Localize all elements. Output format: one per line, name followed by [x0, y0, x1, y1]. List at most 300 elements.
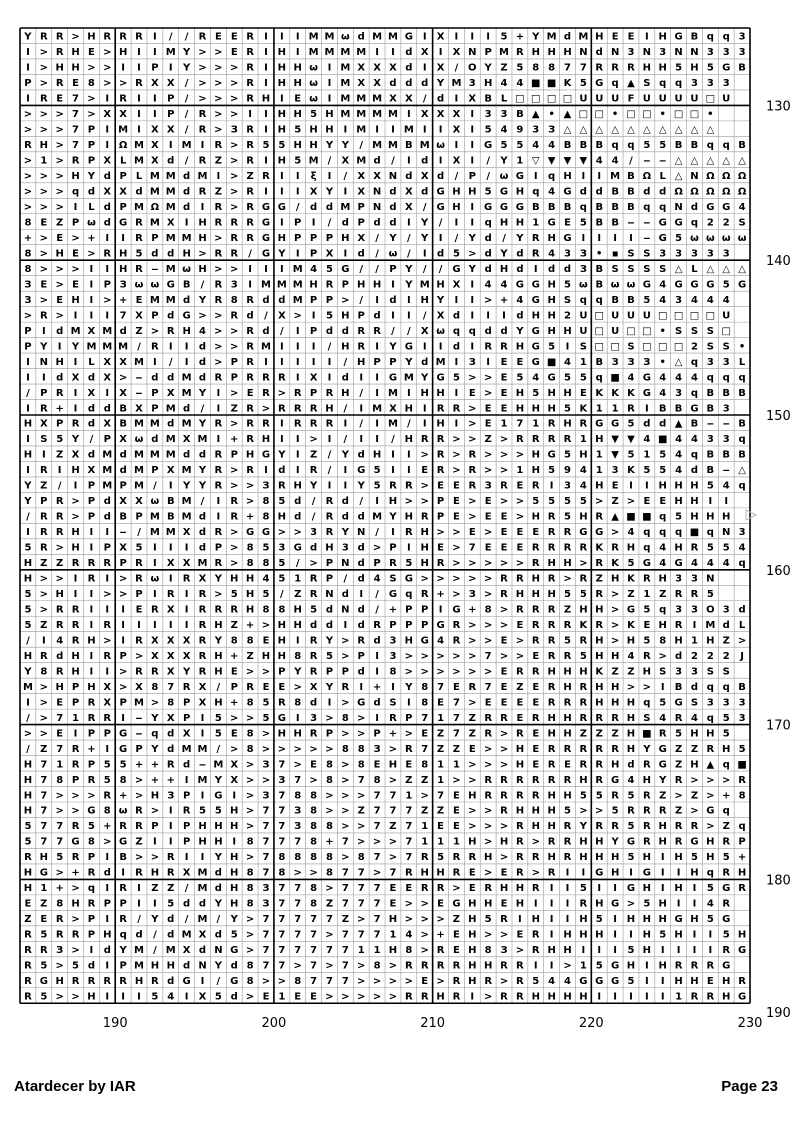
- stitch-symbol: >: [230, 263, 239, 275]
- stitch-symbol: B: [531, 202, 540, 214]
- stitch-symbol: I: [660, 991, 665, 1003]
- stitch-symbol: M: [149, 294, 160, 306]
- stitch-symbol: Y: [405, 681, 413, 693]
- stitch-symbol: /: [422, 93, 427, 105]
- stitch-symbol: R: [325, 418, 334, 430]
- stitch-symbol: З: [579, 248, 587, 260]
- stitch-symbol: M: [292, 263, 303, 275]
- stitch-symbol: R: [420, 511, 429, 523]
- stitch-symbol: Z: [40, 558, 48, 570]
- stitch-symbol: E: [500, 697, 508, 709]
- stitch-symbol: R: [246, 47, 254, 59]
- stitch-symbol: R: [309, 728, 318, 740]
- stitch-symbol: R: [389, 558, 397, 570]
- stitch-symbol: B: [182, 279, 191, 291]
- stitch-symbol: H: [722, 991, 731, 1003]
- stitch-symbol: I: [629, 480, 633, 492]
- stitch-symbol: d: [198, 356, 207, 368]
- stitch-symbol: ‒: [135, 387, 143, 399]
- stitch-symbol: S: [389, 573, 397, 585]
- stitch-symbol: d: [167, 728, 175, 740]
- stitch-symbol: /: [454, 171, 459, 183]
- stitch-symbol: E: [611, 31, 619, 43]
- stitch-symbol: ‒: [199, 759, 206, 771]
- stitch-symbol: R: [674, 774, 683, 786]
- stitch-symbol: I: [422, 248, 427, 260]
- stitch-symbol: d: [357, 511, 365, 523]
- stitch-symbol: /: [375, 589, 379, 601]
- stitch-symbol: P: [373, 356, 381, 368]
- stitch-symbol: >: [277, 387, 287, 399]
- stitch-symbol: I: [470, 217, 475, 229]
- stitch-symbol: 7: [262, 945, 270, 957]
- stitch-symbol: G: [531, 279, 540, 291]
- stitch-symbol: I: [121, 62, 126, 74]
- stitch-symbol: L: [738, 356, 746, 368]
- stitch-symbol: >: [515, 558, 525, 570]
- stitch-symbol: Z: [452, 914, 461, 926]
- stitch-symbol: /: [295, 558, 300, 570]
- stitch-symbol: 5: [706, 542, 714, 554]
- stitch-symbol: E: [579, 387, 587, 399]
- stitch-symbol: >: [23, 202, 33, 214]
- stitch-symbol: >: [39, 62, 49, 74]
- stitch-symbol: d: [643, 418, 651, 430]
- stitch-symbol: I: [375, 434, 379, 446]
- stitch-symbol: R: [579, 759, 588, 771]
- stitch-symbol: H: [23, 759, 33, 771]
- stitch-symbol: R: [611, 821, 619, 833]
- stitch-symbol: >: [150, 325, 160, 337]
- stitch-symbol: H: [230, 805, 239, 817]
- stitch-symbol: d: [373, 155, 381, 167]
- stitch-symbol: △: [722, 263, 731, 275]
- stitch-symbol: 1: [437, 759, 445, 771]
- stitch-symbol: M: [70, 325, 81, 337]
- stitch-symbol: R: [436, 960, 445, 972]
- stitch-symbol: 5: [294, 124, 302, 136]
- stitch-symbol: H: [547, 558, 556, 570]
- stitch-symbol: Z: [230, 403, 238, 415]
- stitch-symbol: B: [547, 202, 556, 214]
- stitch-symbol: 8: [389, 666, 397, 678]
- stitch-symbol: >: [483, 759, 493, 771]
- stitch-symbol: >: [118, 573, 128, 585]
- stitch-symbol: 7: [405, 836, 413, 848]
- stitch-symbol: E: [643, 496, 651, 508]
- stitch-symbol: M: [181, 511, 192, 523]
- stitch-symbol: /: [375, 232, 379, 244]
- stitch-symbol: 8: [310, 790, 318, 802]
- stitch-symbol: □: [721, 325, 731, 337]
- stitch-symbol: R: [39, 310, 48, 322]
- stitch-symbol: 5: [722, 728, 730, 740]
- stitch-symbol: I: [264, 124, 268, 136]
- stitch-symbol: >: [626, 681, 636, 693]
- stitch-symbol: X: [436, 109, 445, 121]
- stitch-symbol: Y: [579, 821, 588, 833]
- stitch-symbol: 1: [532, 217, 540, 229]
- stitch-symbol: M: [181, 465, 192, 477]
- stitch-symbol: B: [738, 681, 746, 693]
- stitch-symbol: H: [690, 480, 699, 492]
- stitch-symbol: 7: [262, 805, 270, 817]
- stitch-symbol: R: [55, 666, 64, 678]
- stitch-symbol: >: [595, 496, 604, 508]
- stitch-symbol: I: [375, 294, 379, 306]
- stitch-symbol: L: [88, 202, 95, 214]
- stitch-symbol: M: [308, 155, 319, 167]
- stitch-symbol: E: [500, 542, 508, 554]
- stitch-symbol: R: [198, 155, 207, 167]
- stitch-symbol: △: [738, 263, 746, 275]
- stitch-symbol: >: [230, 480, 239, 492]
- stitch-symbol: H: [531, 465, 540, 477]
- stitch-symbol: 5: [500, 140, 508, 152]
- stitch-symbol: I: [549, 480, 554, 492]
- stitch-symbol: >: [55, 805, 64, 817]
- y-tick-label: 150: [766, 409, 791, 424]
- stitch-symbol: S: [627, 248, 635, 260]
- stitch-symbol: 7: [56, 743, 64, 755]
- stitch-symbol: З: [56, 945, 64, 957]
- stitch-symbol: >: [134, 774, 144, 786]
- stitch-symbol: >: [55, 867, 64, 879]
- stitch-symbol: >: [103, 78, 112, 90]
- stitch-symbol: R: [563, 434, 572, 446]
- stitch-symbol: X: [166, 635, 175, 647]
- stitch-symbol: >: [261, 774, 271, 786]
- stitch-symbol: J: [740, 650, 744, 662]
- stitch-symbol: G: [626, 604, 636, 616]
- stitch-symbol: I: [327, 480, 332, 492]
- stitch-symbol: Y: [436, 294, 445, 306]
- stitch-symbol: >: [71, 496, 80, 508]
- stitch-symbol: >: [483, 573, 493, 585]
- stitch-symbol: d: [310, 619, 318, 631]
- stitch-symbol: >: [309, 558, 318, 570]
- stitch-symbol: M: [197, 883, 208, 895]
- stitch-symbol: B: [119, 511, 127, 523]
- stitch-symbol: ω: [690, 232, 699, 244]
- stitch-symbol: >: [293, 527, 302, 539]
- stitch-symbol: Y: [278, 449, 286, 461]
- stitch-symbol: G: [214, 790, 223, 802]
- stitch-symbol: 7: [452, 728, 460, 740]
- stitch-symbol: Z: [214, 186, 223, 198]
- stitch-symbol: I: [533, 960, 538, 972]
- stitch-symbol: >: [23, 109, 33, 121]
- stitch-symbol: R: [166, 325, 175, 337]
- stitch-symbol: G: [388, 589, 398, 601]
- stitch-symbol: L: [135, 171, 143, 183]
- stitch-symbol: X: [166, 387, 175, 399]
- stitch-symbol: 3: [675, 294, 683, 306]
- stitch-symbol: H: [388, 945, 398, 957]
- stitch-symbol: I: [137, 47, 141, 59]
- stitch-symbol: 1: [595, 449, 603, 461]
- stitch-symbol: I: [184, 619, 189, 631]
- stitch-symbol: X: [182, 434, 191, 446]
- stitch-symbol: >: [483, 929, 493, 941]
- stitch-symbol: d: [183, 449, 191, 461]
- stitch-symbol: K: [611, 558, 619, 570]
- stitch-symbol: 5: [659, 929, 667, 941]
- stitch-symbol: X: [277, 310, 286, 322]
- stitch-symbol: d: [56, 325, 64, 337]
- stitch-symbol: >: [214, 325, 223, 337]
- stitch-symbol: 5: [564, 805, 571, 817]
- stitch-symbol: I: [613, 914, 617, 926]
- stitch-symbol: H: [706, 511, 715, 523]
- stitch-symbol: /: [406, 232, 411, 244]
- stitch-symbol: 8: [24, 248, 32, 260]
- stitch-symbol: 5: [675, 232, 683, 244]
- stitch-symbol: >: [420, 496, 429, 508]
- stitch-symbol: Y: [24, 480, 32, 492]
- stitch-symbol: 8: [421, 759, 429, 771]
- stitch-symbol: G: [674, 914, 683, 926]
- x-tick-label: 220: [578, 1016, 604, 1032]
- stitch-symbol: d: [103, 945, 111, 957]
- stitch-symbol: U: [674, 93, 683, 105]
- stitch-symbol: >: [626, 898, 636, 910]
- stitch-symbol: △: [674, 124, 683, 136]
- stitch-symbol: >: [230, 558, 239, 570]
- stitch-symbol: I: [406, 109, 411, 121]
- stitch-symbol: H: [341, 232, 350, 244]
- stitch-symbol: H: [214, 650, 223, 662]
- stitch-symbol: H: [563, 387, 572, 399]
- stitch-symbol: M: [165, 527, 176, 539]
- stitch-symbol: R: [579, 573, 588, 585]
- stitch-symbol: △: [674, 155, 683, 167]
- stitch-symbol: B: [738, 449, 746, 461]
- stitch-symbol: >: [468, 418, 477, 430]
- stitch-symbol: >: [103, 294, 112, 306]
- stitch-symbol: 3: [738, 697, 746, 709]
- stitch-symbol: G: [452, 604, 461, 616]
- stitch-symbol: P: [87, 140, 96, 152]
- stitch-symbol: d: [310, 202, 318, 214]
- stitch-symbol: P: [294, 232, 302, 244]
- stitch-symbol: R: [135, 821, 143, 833]
- stitch-symbol: ■: [689, 527, 700, 539]
- stitch-symbol: X: [325, 248, 334, 260]
- stitch-symbol: >: [468, 372, 477, 384]
- stitch-symbol: >: [23, 186, 33, 198]
- stitch-symbol: Y: [71, 434, 80, 446]
- stitch-symbol: R: [436, 434, 445, 446]
- stitch-symbol: >: [483, 294, 493, 306]
- stitch-symbol: q: [405, 589, 413, 601]
- stitch-symbol: >: [39, 232, 49, 244]
- stitch-symbol: 1: [595, 403, 603, 415]
- stitch-symbol: 5: [40, 991, 48, 1003]
- stitch-symbol: R: [563, 743, 572, 755]
- stitch-symbol: 8: [325, 867, 333, 879]
- stitch-symbol: P: [309, 232, 318, 244]
- stitch-symbol: +: [23, 232, 33, 244]
- stitch-symbol: >: [436, 650, 445, 662]
- stitch-symbol: P: [389, 619, 397, 631]
- stitch-symbol: >: [214, 47, 223, 59]
- stitch-symbol: I: [279, 217, 284, 229]
- stitch-symbol: 5: [627, 418, 635, 430]
- stitch-symbol: d: [151, 372, 159, 384]
- stitch-symbol: 1: [643, 449, 651, 461]
- stitch-symbol: Y: [198, 480, 207, 492]
- stitch-symbol: Y: [214, 573, 222, 585]
- stitch-symbol: d: [357, 449, 365, 461]
- stitch-symbol: G: [595, 418, 604, 430]
- stitch-symbol: U: [626, 310, 636, 322]
- stitch-symbol: H: [563, 991, 572, 1003]
- stitch-symbol: R: [674, 589, 683, 601]
- stitch-symbol: I: [295, 449, 300, 461]
- stitch-symbol: H: [483, 960, 493, 972]
- stitch-symbol: 4: [659, 372, 667, 384]
- stitch-symbol: E: [405, 883, 413, 895]
- stitch-symbol: 7: [294, 836, 302, 848]
- stitch-symbol: R: [547, 774, 556, 786]
- stitch-symbol: G: [436, 372, 445, 384]
- stitch-symbol: I: [295, 31, 300, 43]
- stitch-symbol: d: [56, 372, 64, 384]
- stitch-symbol: R: [262, 418, 270, 430]
- stitch-symbol: >: [483, 527, 493, 539]
- stitch-symbol: G: [484, 202, 493, 214]
- stitch-symbol: d: [389, 186, 397, 198]
- stitch-symbol: >: [87, 790, 96, 802]
- stitch-symbol: H: [595, 898, 604, 910]
- stitch-symbol: H: [626, 743, 636, 755]
- stitch-symbol: H: [23, 573, 33, 585]
- stitch-symbol: H: [579, 914, 588, 926]
- stitch-symbol: I: [121, 991, 126, 1003]
- stitch-symbol: I: [153, 93, 157, 105]
- stitch-symbol: X: [151, 155, 159, 167]
- stitch-symbol: ■: [642, 511, 652, 523]
- stitch-symbol: H: [230, 852, 239, 864]
- stitch-symbol: 4: [56, 635, 64, 647]
- stitch-symbol: R: [24, 976, 32, 988]
- stitch-symbol: 8: [87, 78, 95, 90]
- stitch-symbol: R: [119, 821, 128, 833]
- stitch-symbol: Z: [468, 712, 476, 724]
- stitch-symbol: I: [121, 712, 126, 724]
- stitch-symbol: З: [262, 759, 270, 771]
- stitch-symbol: ■: [642, 728, 652, 740]
- stitch-symbol: >: [230, 186, 239, 198]
- stitch-symbol: Z: [516, 681, 524, 693]
- stitch-symbol: R: [531, 883, 540, 895]
- stitch-symbol: M: [403, 372, 414, 384]
- stitch-symbol: 4: [738, 202, 746, 214]
- stitch-symbol: >: [71, 805, 80, 817]
- stitch-symbol: 1: [72, 712, 80, 724]
- stitch-symbol: R: [214, 527, 223, 539]
- stitch-symbol: P: [278, 666, 286, 678]
- stitch-symbol: R: [547, 836, 556, 848]
- stitch-symbol: 8: [325, 821, 333, 833]
- stitch-symbol: Y: [500, 248, 508, 260]
- stitch-symbol: E: [421, 976, 429, 988]
- stitch-symbol: M: [356, 124, 367, 136]
- stitch-symbol: R: [230, 217, 239, 229]
- stitch-symbol: X: [389, 93, 397, 105]
- stitch-symbol: I: [486, 310, 491, 322]
- stitch-symbol: E: [389, 883, 397, 895]
- x-tick-label: 230: [737, 1016, 763, 1032]
- stitch-symbol: X: [373, 62, 381, 74]
- stitch-symbol: 5: [24, 836, 32, 848]
- stitch-symbol: 7: [405, 805, 413, 817]
- stitch-symbol: E: [40, 279, 48, 291]
- stitch-symbol: R: [151, 666, 159, 678]
- stitch-symbol: H: [277, 511, 287, 523]
- stitch-symbol: Z: [135, 325, 143, 337]
- stitch-symbol: >: [515, 496, 525, 508]
- stitch-symbol: H: [198, 821, 207, 833]
- stitch-symbol: >: [55, 573, 64, 585]
- stitch-symbol: P: [40, 496, 48, 508]
- stitch-symbol: 7: [40, 805, 48, 817]
- stitch-symbol: X: [357, 186, 366, 198]
- stitch-symbol: >: [55, 155, 64, 167]
- stitch-symbol: H: [658, 960, 667, 972]
- stitch-symbol: d: [675, 650, 683, 662]
- stitch-symbol: +: [388, 728, 398, 740]
- stitch-symbol: 7: [119, 310, 127, 322]
- stitch-symbol: 4: [659, 279, 667, 291]
- stitch-symbol: 8: [230, 635, 238, 647]
- stitch-symbol: 4: [516, 78, 524, 90]
- stitch-symbol: >: [325, 960, 334, 972]
- stitch-symbol: 5: [151, 991, 159, 1003]
- stitch-symbol: G: [642, 558, 651, 570]
- stitch-symbol: >: [372, 976, 382, 988]
- stitch-symbol: d: [357, 573, 365, 585]
- stitch-symbol: 5: [659, 449, 667, 461]
- stitch-symbol: R: [563, 542, 572, 554]
- stitch-symbol: G: [357, 697, 366, 709]
- stitch-symbol: X: [135, 496, 143, 508]
- stitch-symbol: >: [245, 790, 255, 802]
- stitch-symbol: Y: [389, 511, 397, 523]
- stitch-symbol: >: [150, 805, 160, 817]
- stitch-symbol: ω: [579, 279, 588, 291]
- stitch-symbol: 8: [310, 836, 318, 848]
- stitch-symbol: △: [706, 124, 715, 136]
- stitch-symbol: ω: [610, 279, 620, 291]
- stitch-symbol: R: [325, 511, 334, 523]
- stitch-symbol: H: [547, 790, 556, 802]
- stitch-symbol: Z: [611, 496, 619, 508]
- stitch-symbol: ‒: [151, 263, 159, 275]
- stitch-symbol: P: [405, 712, 413, 724]
- stitch-symbol: Y: [214, 852, 222, 864]
- stitch-symbol: 5: [579, 372, 587, 384]
- stitch-symbol: H: [499, 263, 509, 275]
- stitch-symbol: 5: [24, 821, 32, 833]
- stitch-symbol: N: [372, 202, 382, 214]
- stitch-symbol: G: [261, 202, 271, 214]
- stitch-symbol: I: [295, 372, 300, 384]
- stitch-symbol: G: [595, 527, 604, 539]
- stitch-symbol: P: [119, 558, 127, 570]
- stitch-symbol: M: [419, 279, 430, 291]
